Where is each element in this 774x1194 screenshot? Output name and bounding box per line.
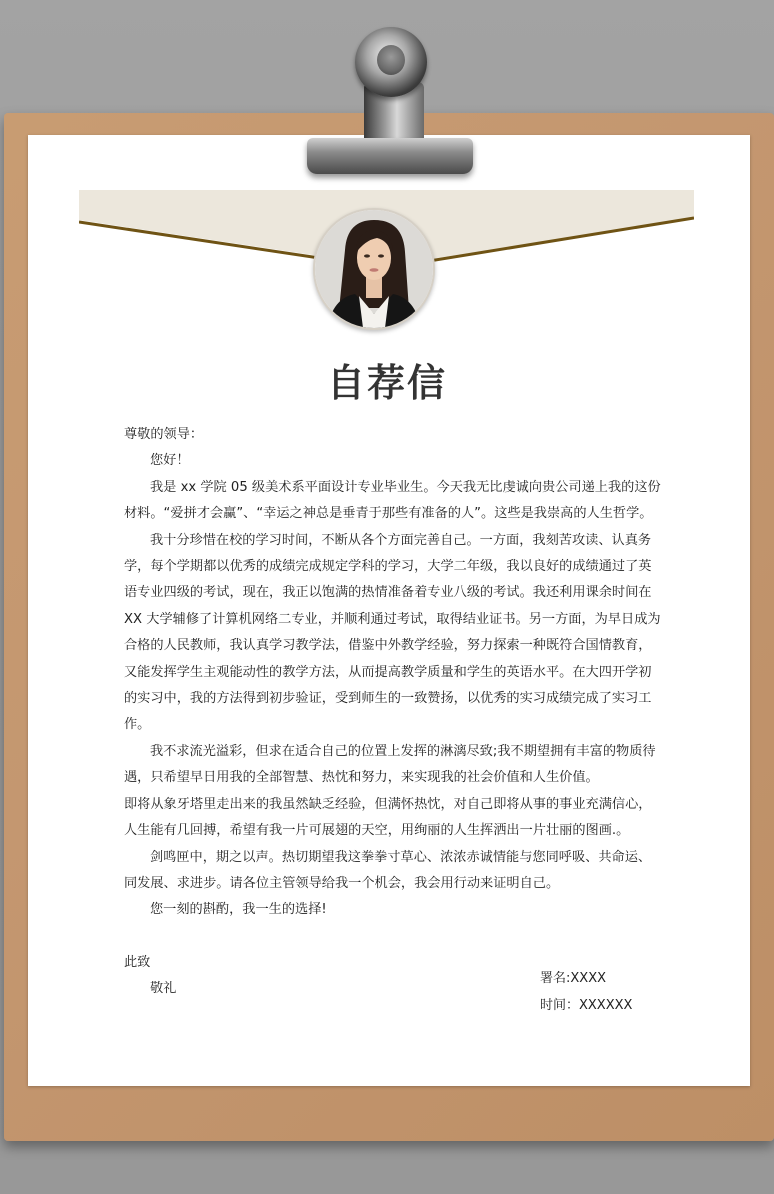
greeting: 尊敬的领导： [124,427,204,442]
clip-plate [307,138,473,174]
paragraph-intro: 我是 xx 学院 05 级美术系平面设计专业毕业生。今天我无比虔诚向贵公司递上我的这份材料。“爱拼才会赢”、“幸运之神总是垂青于那些有准备的人”。这些是我崇高的人生哲学。 [124,479,661,522]
clip-hole [377,45,405,75]
paragraph-closing-line: 您一刻的斟酌，我一生的选择! [150,902,327,918]
letter-body [124,422,664,1003]
hello-line: 您好！ [150,453,190,469]
closing: 此致 [124,954,151,970]
paragraph-goals: 我不求流光溢彩，但求在适合自己的位置上发挥的淋漓尽致;我不期望拥有丰富的物质待遇，只希望早日用我的全部智慧、热忱和努力，来实现我的社会价值和人生价值。 [124,743,656,786]
paragraph-enthusiasm: 即将从象牙塔里走出来的我虽然缺乏经验，但满怀热忱，对自己即将从事的事业充满信心，人生能有几回搏，希望有我一片可展翅的天空，用绚丽的人生挥洒出一片壮丽的图画.。 [124,796,652,839]
paragraph-request: 剑鸣匣中，期之以声。热切期望我这拳拳寸草心、浓浓赤诚情能与您同呼吸、共命运、同发展、求进步。请各位主管领导给我一个机会，我会用行动来证明自己。 [124,849,652,891]
page-title: 自荐信 [326,361,447,405]
avatar [313,208,435,330]
paragraph-study: 我十分珍惜在校的学习时间，不断从各个方面完善自己。一方面，我刻苦攻读、认真务学，每个学期都以优秀的成绩完成规定学科的学习，大学二年级，我以良好的成绩通过了英语专业四级的考试，现在，我正以饱满的热情准备着专业八级的考试。我还利用课余时间在 XX 大学辅修了计算机网络二专业，并顺利通过考试，取得结业证书。另一方面，为早日成为合格的人民教师，我认真学习教学法，借鉴中外教学经验，努力探索一种既符合国情教育，又能发挥学生主观能动性的教学方法，从而提高教学质量和学生的英语水平。在大四开学初的实习中，我的方法得到初步验证，受到师生的一致赞扬，以优秀的实习成绩完成了实习工作。 [124,532,661,733]
regards: 敬礼 [150,981,177,997]
date: 时间：XXXXXX [540,998,633,1013]
signature: 署名:XXXX [540,971,607,986]
